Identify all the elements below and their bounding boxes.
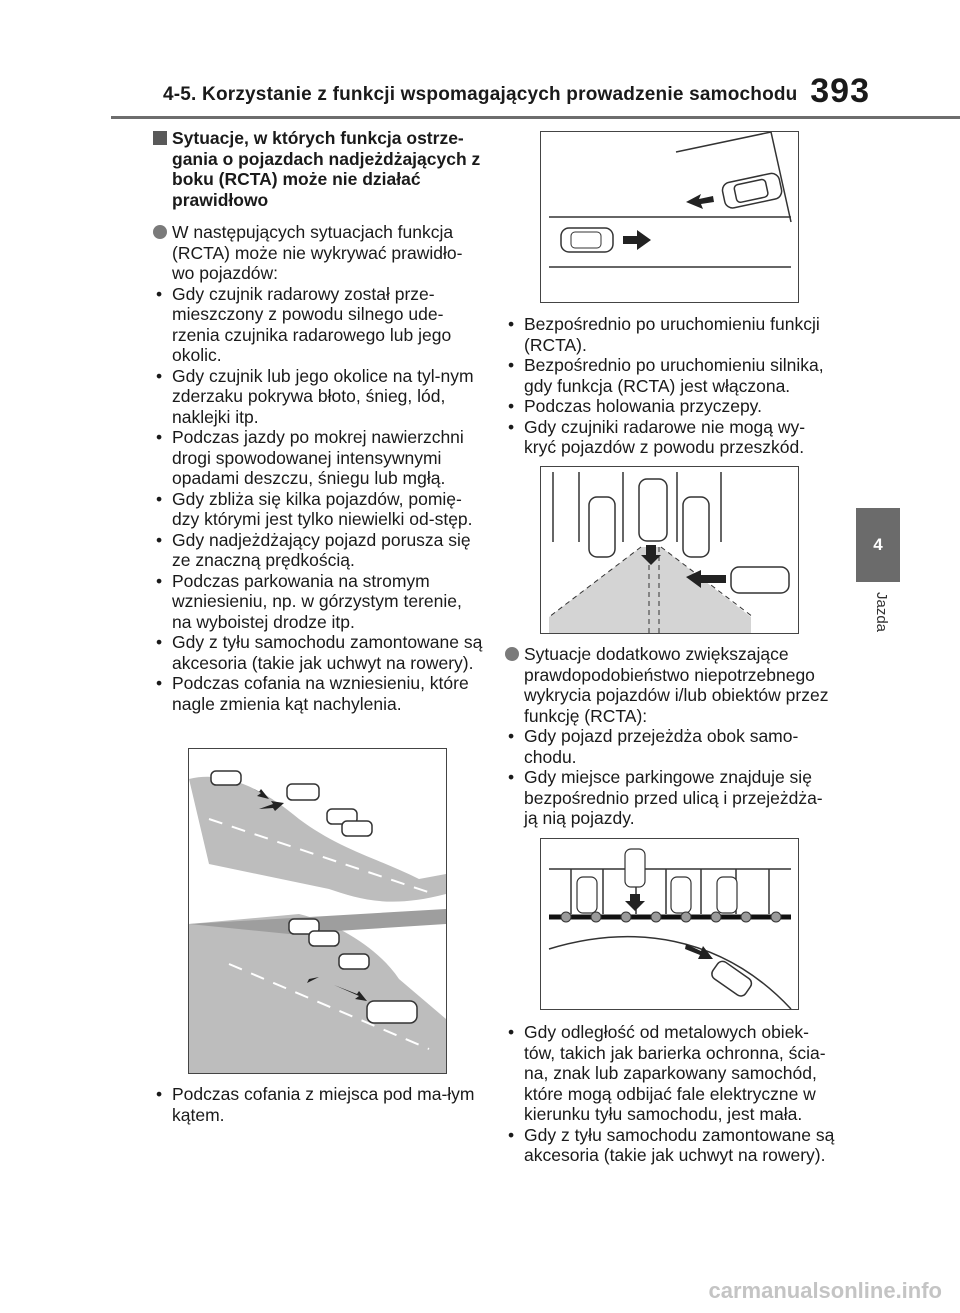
list-item: • Bezpośrednio po uruchomieniu funkcji (RCTA). xyxy=(505,314,835,355)
right-column-a xyxy=(505,314,835,458)
list-item: • Gdy czujnik lub jego okolice na tyl-nym zderzaku pokrywa błoto, śnieg, lód, naklejki itp. xyxy=(153,366,483,428)
figure-obstructed-radar xyxy=(540,466,799,634)
bullet-list-left xyxy=(153,284,483,715)
intro-paragraph-b xyxy=(505,644,835,726)
list-item: • Bezpośrednio po uruchomieniu silnika, gdy funkcja (RCTA) jest włączona. xyxy=(505,355,835,396)
list-item: • Gdy z tyłu samochodu zamontowane są akcesoria (takie jak uchwyt na rowery). xyxy=(505,1125,835,1166)
section-heading xyxy=(153,128,483,210)
square-bullet-icon xyxy=(153,131,167,145)
watermark: carmanualsonline.info xyxy=(708,1278,942,1303)
section-heading-text: Sytuacje, w których funkcja ostrze-gania o pojazdach nadjeżdżających z boku (RCTA) może nie działać prawidłowo xyxy=(172,128,481,210)
list-item: • Gdy miejsce parkingowe znajduje się bezpośrednio przed ulicą i przejeżdża-ją nią pojazdy. xyxy=(505,767,835,829)
list-item: • Gdy czujniki radarowe nie mogą wy-kryć pojazdów z powodu przeszkód. xyxy=(505,417,835,458)
left-column-bottom xyxy=(153,1084,483,1125)
running-header: 4-5. Korzystanie z funkcji wspomagających prowadzenie samochodu xyxy=(163,84,798,105)
circle-bullet-icon xyxy=(153,225,167,239)
chapter-number: 4 xyxy=(873,535,883,554)
left-column xyxy=(153,128,483,714)
circle-bullet-icon xyxy=(505,647,519,661)
intro-text: W następujących sytuacjach funkcja (RCTA) może nie wykrywać prawidło-wo pojazdów: xyxy=(172,222,463,283)
intro-text-b: Sytuacje dodatkowo zwiększające prawdopodobieństwo niepotrzebnego wykrycia pojazdów i/lub obiektów przez funkcję (RCTA): xyxy=(524,644,829,726)
chapter-label: Jazda xyxy=(873,592,890,633)
list-item: • Gdy zbliża się kilka pojazdów, pomię-dzy którymi jest tylko niewielki od-stęp. xyxy=(153,489,483,530)
figure-parking-near-street xyxy=(540,838,799,1010)
list-item: • Gdy nadjeżdżający pojazd porusza się ze znaczną prędkością. xyxy=(153,530,483,571)
bullet-list-right-b xyxy=(505,726,835,829)
list-item: • Podczas cofania na wzniesieniu, które nagle zmienia kąt nachylenia. xyxy=(153,673,483,714)
intro-paragraph xyxy=(153,222,483,284)
list-item: • Podczas parkowania na stromym wzniesieniu, np. w górzystym terenie, na wyboistej drodze itp. xyxy=(153,571,483,633)
list-item: • Podczas jazdy po mokrej nawierzchni drogi spowodowanej intensywnymi opadami deszczu, śniegu lub mgłą. xyxy=(153,427,483,489)
chapter-tab xyxy=(856,508,900,582)
list-item: • Podczas holowania przyczepy. xyxy=(505,396,835,417)
bullet-list-right-c xyxy=(505,1022,835,1166)
figure-angled-parking xyxy=(540,131,799,303)
list-item: • Podczas cofania z miejsca pod ma-łym kątem. xyxy=(153,1084,483,1125)
bullet-list-left-bottom xyxy=(153,1084,483,1125)
list-item: • Gdy pojazd przejeżdża obok samo-chodu. xyxy=(505,726,835,767)
right-column-b xyxy=(505,644,835,829)
list-item: • Gdy odległość od metalowych obiek-tów, takich jak barierka ochronna, ścia-na, znak lub zaparkowany samochód, które mogą odbijać fale elektryczne w kierunku tyłu samochodu, jest mała. xyxy=(505,1022,835,1125)
bullet-list-right-a xyxy=(505,314,835,458)
page-number: 393 xyxy=(810,72,870,110)
list-item: • Gdy czujnik radarowy został prze-mieszczony z powodu silnego ude-rzenia czujnika radarowego lub jego okolic. xyxy=(153,284,483,366)
figure-slope-illustration xyxy=(188,748,447,1074)
header-rule xyxy=(111,116,960,119)
list-item: • Gdy z tyłu samochodu zamontowane są akcesoria (takie jak uchwyt na rowery). xyxy=(153,632,483,673)
right-column-c xyxy=(505,1022,835,1166)
